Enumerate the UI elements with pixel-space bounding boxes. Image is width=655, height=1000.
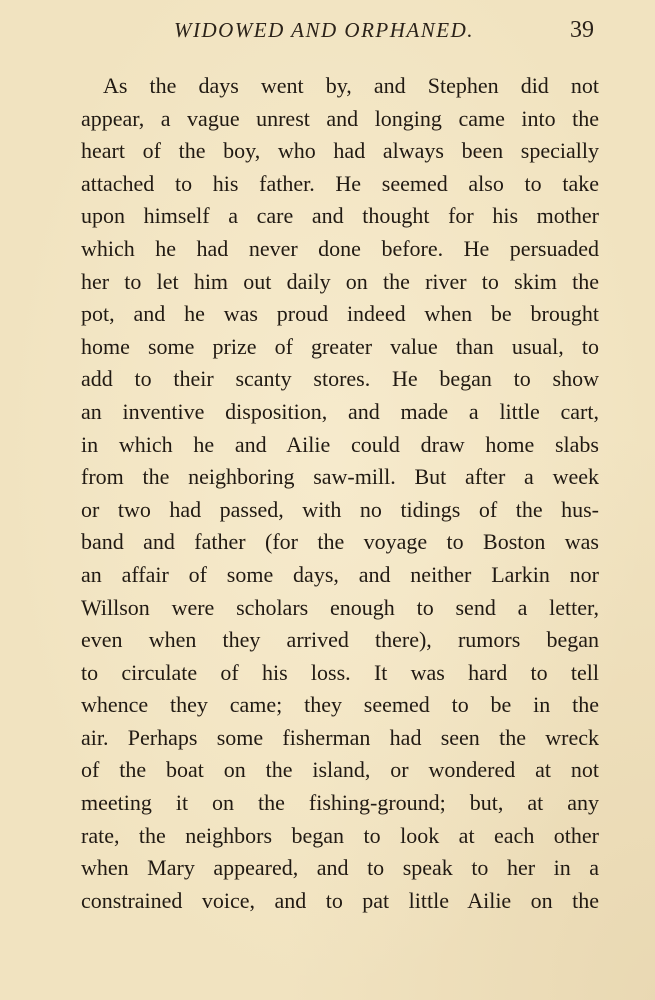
- text-line: rate, the neighbors began to look at each other: [81, 822, 599, 848]
- text-line: when Mary appeared, and to speak to her in a: [81, 855, 599, 881]
- text-line: which he had never done before. He persuaded: [81, 235, 599, 261]
- body-text: [81, 70, 599, 917]
- text-line: upon himself a care and thought for his mother: [81, 203, 599, 229]
- text-line: heart of the boy, who had always been specially: [81, 138, 599, 164]
- text-line: in which he and Ailie could draw home slabs: [81, 431, 599, 457]
- text-line: pot, and he was proud indeed when be brought: [81, 301, 599, 327]
- text-line: As the days went by, and Stephen did not: [103, 73, 599, 98]
- text-line: even when they arrived there), rumors began: [81, 627, 599, 653]
- text-line: from the neighboring saw-mill. But after a week: [81, 464, 599, 490]
- text-line: an inventive disposition, and made a little cart,: [81, 398, 599, 424]
- text-line: add to their scanty stores. He began to show: [81, 366, 599, 392]
- page-number: 39: [570, 17, 594, 43]
- text-line: Willson were scholars enough to send a letter,: [81, 594, 599, 620]
- running-head: [0, 14, 655, 50]
- text-line: home some prize of greater value than usual, to: [81, 333, 599, 359]
- text-line: her to let him out daily on the river to skim the: [81, 268, 599, 294]
- text-line: band and father (for the voyage to Boston was: [81, 529, 599, 555]
- text-line: whence they came; they seemed to be in the: [81, 692, 599, 718]
- text-line: meeting it on the fishing-ground; but, at any: [81, 790, 599, 816]
- text-line: of the boat on the island, or wondered at not: [81, 757, 599, 783]
- text-line: or two had passed, with no tidings of the hus-: [81, 496, 599, 522]
- text-line: attached to his father. He seemed also to take: [81, 170, 599, 196]
- running-title: WIDOWED AND ORPHANED.: [174, 18, 474, 42]
- text-line: an affair of some days, and neither Larkin nor: [81, 561, 599, 587]
- text-line: air. Perhaps some fisherman had seen the wreck: [81, 724, 599, 750]
- text-line: constrained voice, and to pat little Ailie on the: [81, 887, 599, 913]
- text-line: to circulate of his loss. It was hard to tell: [81, 659, 599, 685]
- text-line: appear, a vague unrest and longing came into the: [81, 105, 599, 131]
